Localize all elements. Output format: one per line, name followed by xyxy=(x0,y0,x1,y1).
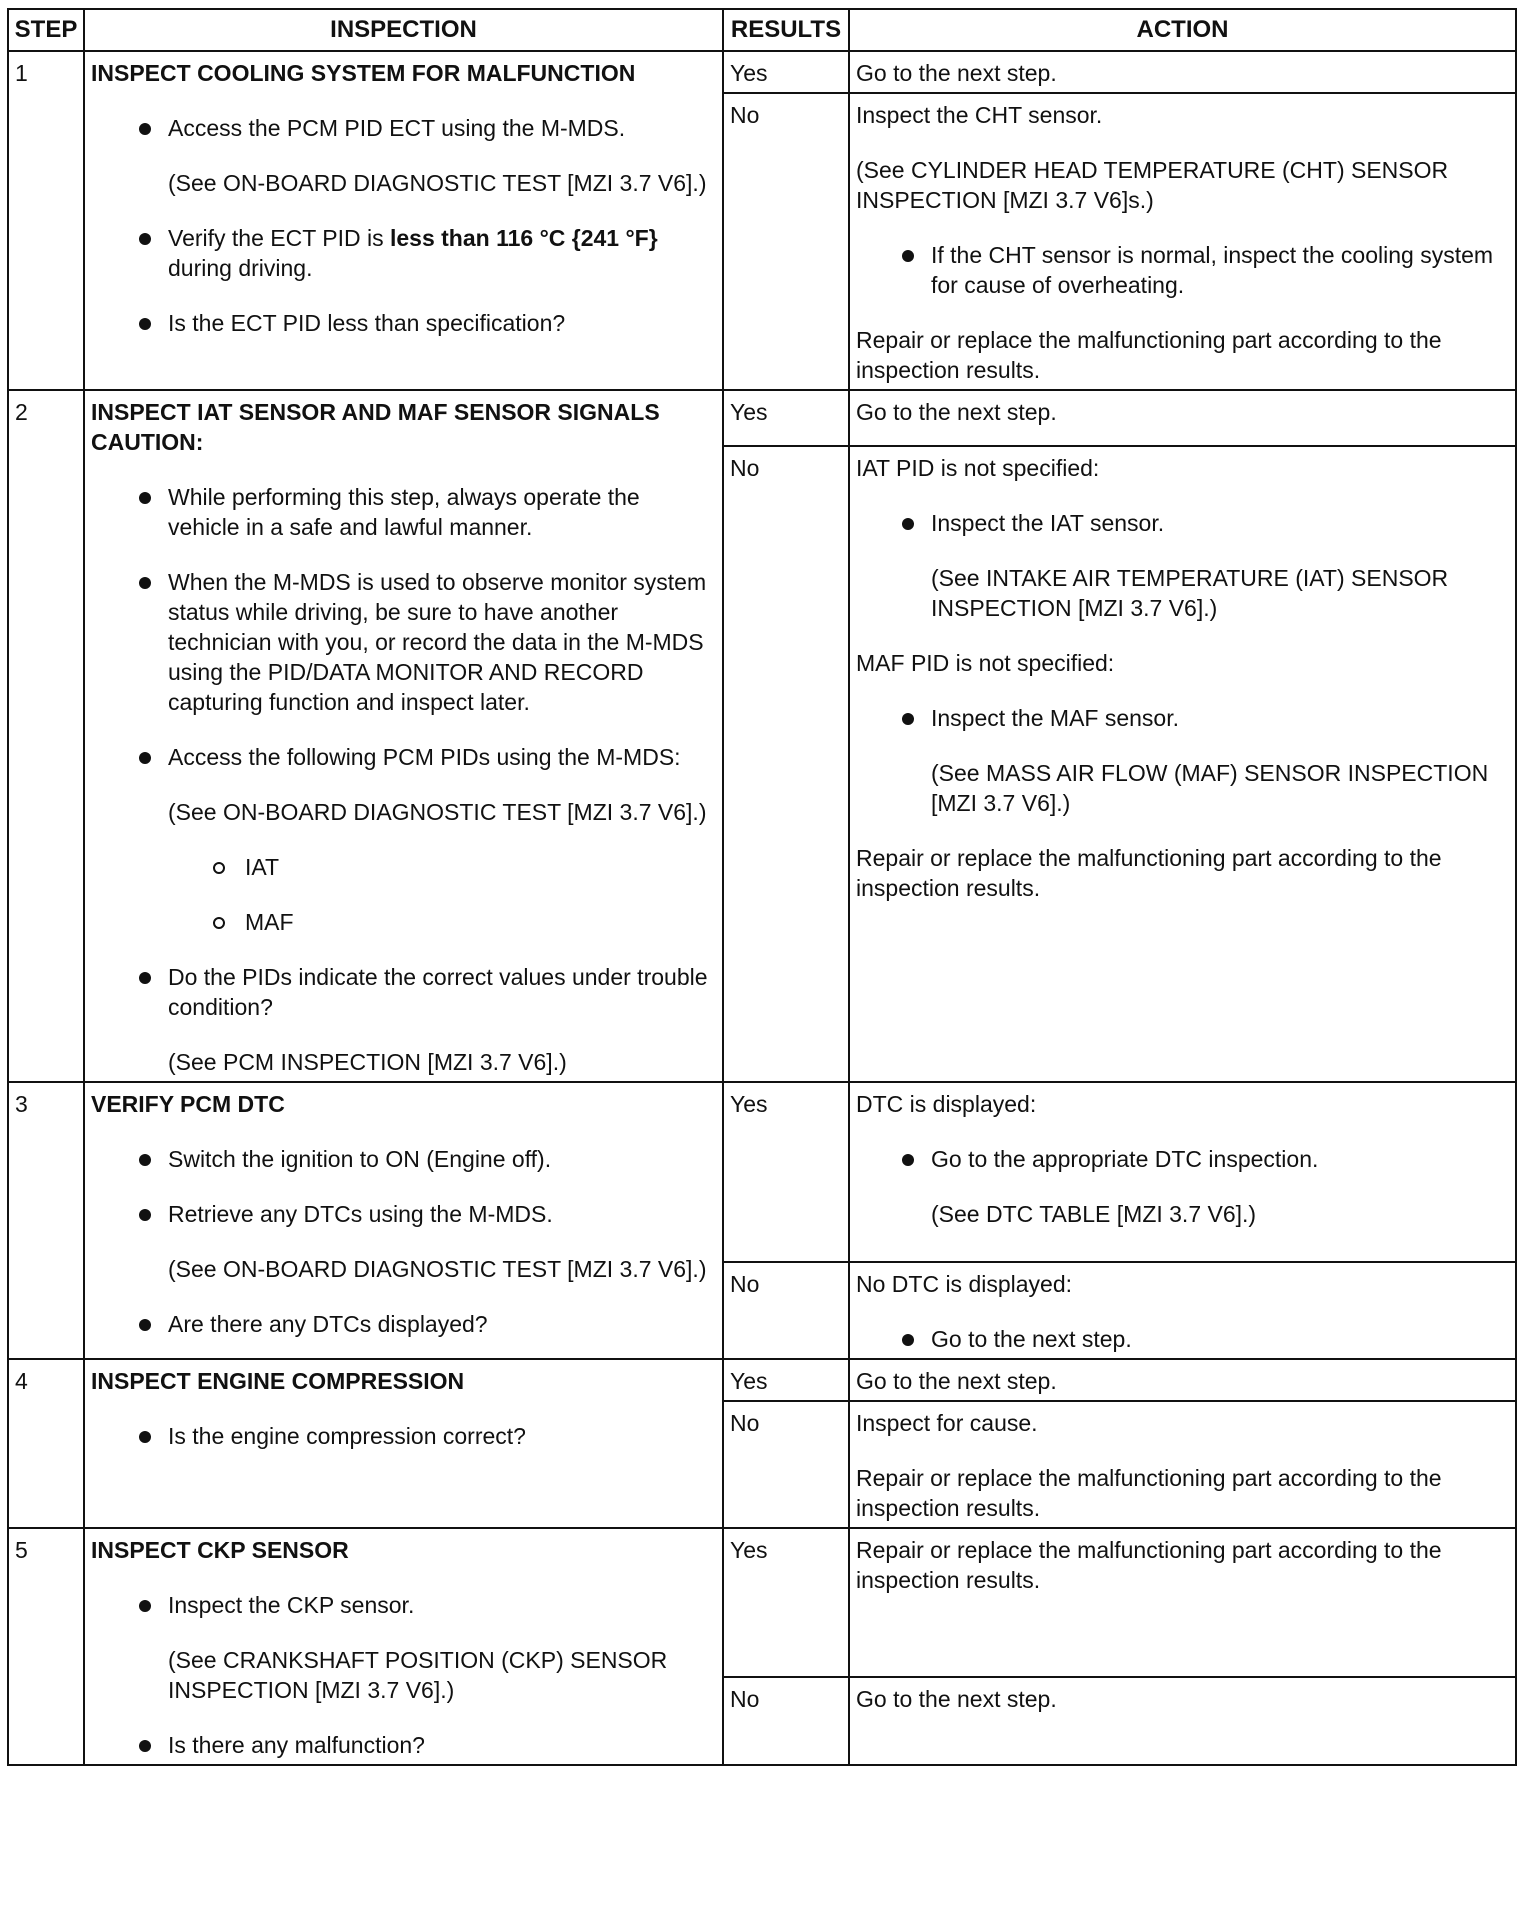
list-item: Access the following PCM PIDs using the M-MDS: xyxy=(91,742,716,772)
sub-list-item: IAT xyxy=(91,852,716,882)
list-item: When the M-MDS is used to observe monitor system status while driving, be sure to have another technician with you, or record the data in the M-MDS using the PID/DATA MONITOR AND RECORD capturing function and inspect later. xyxy=(91,567,716,717)
list-item: Inspect the MAF sensor. xyxy=(856,703,1509,733)
step-3-inspection xyxy=(84,1082,723,1359)
step-5-row-yes xyxy=(8,1528,1516,1677)
step-number: 2 xyxy=(8,390,84,1082)
list-item: Are there any DTCs displayed? xyxy=(91,1309,716,1339)
list-item: Retrieve any DTCs using the M-MDS. xyxy=(91,1199,716,1229)
reference-note: (See INTAKE AIR TEMPERATURE (IAT) SENSOR INSPECTION [MZI 3.7 V6].) xyxy=(931,565,1449,621)
step-title: VERIFY PCM DTC xyxy=(91,1091,285,1117)
result-no: No xyxy=(723,1401,849,1528)
list-item: While performing this step, always operate the vehicle in a safe and lawful manner. xyxy=(91,482,716,542)
step-3-row-yes xyxy=(8,1082,1516,1262)
result-yes: Yes xyxy=(723,1528,849,1677)
reference-note: (See CYLINDER HEAD TEMPERATURE (CHT) SENSOR INSPECTION [MZI 3.7 V6]s.) xyxy=(856,157,1449,213)
header-step: STEP xyxy=(8,9,84,51)
step-2-inspection xyxy=(84,390,723,1082)
action-no xyxy=(849,1262,1516,1359)
result-no: No xyxy=(723,1677,849,1765)
list-item: Inspect the IAT sensor. xyxy=(856,508,1509,538)
action-text: Repair or replace the malfunctioning part according to the inspection results. xyxy=(856,1465,1442,1521)
list-item: Verify the ECT PID is less than 116 °C {241 °F} during driving. xyxy=(91,223,716,283)
diagnostic-procedure xyxy=(7,8,1517,1766)
action-text: Repair or replace the malfunctioning part according to the inspection results. xyxy=(856,845,1442,901)
list-item: Do the PIDs indicate the correct values under trouble condition? xyxy=(91,962,716,1022)
reference-note: (See ON-BOARD DIAGNOSTIC TEST [MZI 3.7 V6].) xyxy=(168,1256,707,1282)
header-row xyxy=(8,9,1516,51)
reference-note: (See MASS AIR FLOW (MAF) SENSOR INSPECTION [MZI 3.7 V6].) xyxy=(931,760,1489,816)
step-title: INSPECT CKP SENSOR xyxy=(91,1537,349,1563)
action-text: Inspect the CHT sensor. xyxy=(856,102,1103,128)
action-no xyxy=(849,446,1516,1082)
step-title: INSPECT ENGINE COMPRESSION xyxy=(91,1368,465,1394)
action-text: Repair or replace the malfunctioning part according to the inspection results. xyxy=(856,327,1442,383)
caution-label: CAUTION: xyxy=(91,429,204,455)
action-no: Go to the next step. xyxy=(849,1677,1516,1765)
reference-note: (See ON-BOARD DIAGNOSTIC TEST [MZI 3.7 V6].) xyxy=(168,170,707,196)
result-no: No xyxy=(723,1262,849,1359)
result-no: No xyxy=(723,446,849,1082)
reference-note: (See DTC TABLE [MZI 3.7 V6].) xyxy=(931,1201,1257,1227)
step-number: 3 xyxy=(8,1082,84,1359)
sub-list-item: MAF xyxy=(91,907,716,937)
action-text: MAF PID is not specified: xyxy=(856,650,1115,676)
result-yes: Yes xyxy=(723,1082,849,1262)
list-item: Is the engine compression correct? xyxy=(91,1421,716,1451)
list-item: Access the PCM PID ECT using the M-MDS. xyxy=(91,113,716,143)
reference-note: (See ON-BOARD DIAGNOSTIC TEST [MZI 3.7 V6].) xyxy=(168,799,707,825)
header-inspection: INSPECTION xyxy=(84,9,723,51)
action-text: Inspect for cause. xyxy=(856,1410,1038,1436)
list-item: Inspect the CKP sensor. xyxy=(91,1590,716,1620)
result-no: No xyxy=(723,93,849,390)
header-results: RESULTS xyxy=(723,9,849,51)
list-item: If the CHT sensor is normal, inspect the cooling system for cause of overheating. xyxy=(856,240,1509,300)
result-yes: Yes xyxy=(723,1359,849,1401)
step-5-inspection xyxy=(84,1528,723,1765)
action-text: IAT PID is not specified: xyxy=(856,455,1100,481)
step-4-inspection xyxy=(84,1359,723,1528)
list-item: Go to the appropriate DTC inspection. xyxy=(856,1144,1509,1174)
list-item: Is the ECT PID less than specification? xyxy=(91,308,716,338)
step-title: INSPECT COOLING SYSTEM FOR MALFUNCTION xyxy=(91,60,636,86)
result-yes: Yes xyxy=(723,390,849,446)
list-item: Switch the ignition to ON (Engine off). xyxy=(91,1144,716,1174)
step-4-row-yes xyxy=(8,1359,1516,1401)
action-yes: Go to the next step. xyxy=(849,390,1516,446)
step-number: 5 xyxy=(8,1528,84,1765)
action-no xyxy=(849,93,1516,390)
list-item: Go to the next step. xyxy=(856,1324,1509,1354)
header-action: ACTION xyxy=(849,9,1516,51)
action-text: No DTC is displayed: xyxy=(856,1271,1073,1297)
action-yes: Go to the next step. xyxy=(849,1359,1516,1401)
reference-note: (See PCM INSPECTION [MZI 3.7 V6].) xyxy=(168,1049,567,1075)
step-1-row-yes xyxy=(8,51,1516,93)
diagnostic-table xyxy=(7,8,1517,1766)
step-1-inspection xyxy=(84,51,723,390)
action-no xyxy=(849,1401,1516,1528)
action-yes xyxy=(849,1082,1516,1262)
step-number: 4 xyxy=(8,1359,84,1528)
step-number: 1 xyxy=(8,51,84,390)
action-yes: Repair or replace the malfunctioning part according to the inspection results. xyxy=(849,1528,1516,1677)
result-yes: Yes xyxy=(723,51,849,93)
step-2-row-yes xyxy=(8,390,1516,446)
action-yes: Go to the next step. xyxy=(849,51,1516,93)
step-title: INSPECT IAT SENSOR AND MAF SENSOR SIGNALS xyxy=(91,399,660,425)
action-text: DTC is displayed: xyxy=(856,1091,1037,1117)
reference-note: (See CRANKSHAFT POSITION (CKP) SENSOR INSPECTION [MZI 3.7 V6].) xyxy=(168,1647,668,1703)
list-item: Is there any malfunction? xyxy=(91,1730,716,1760)
